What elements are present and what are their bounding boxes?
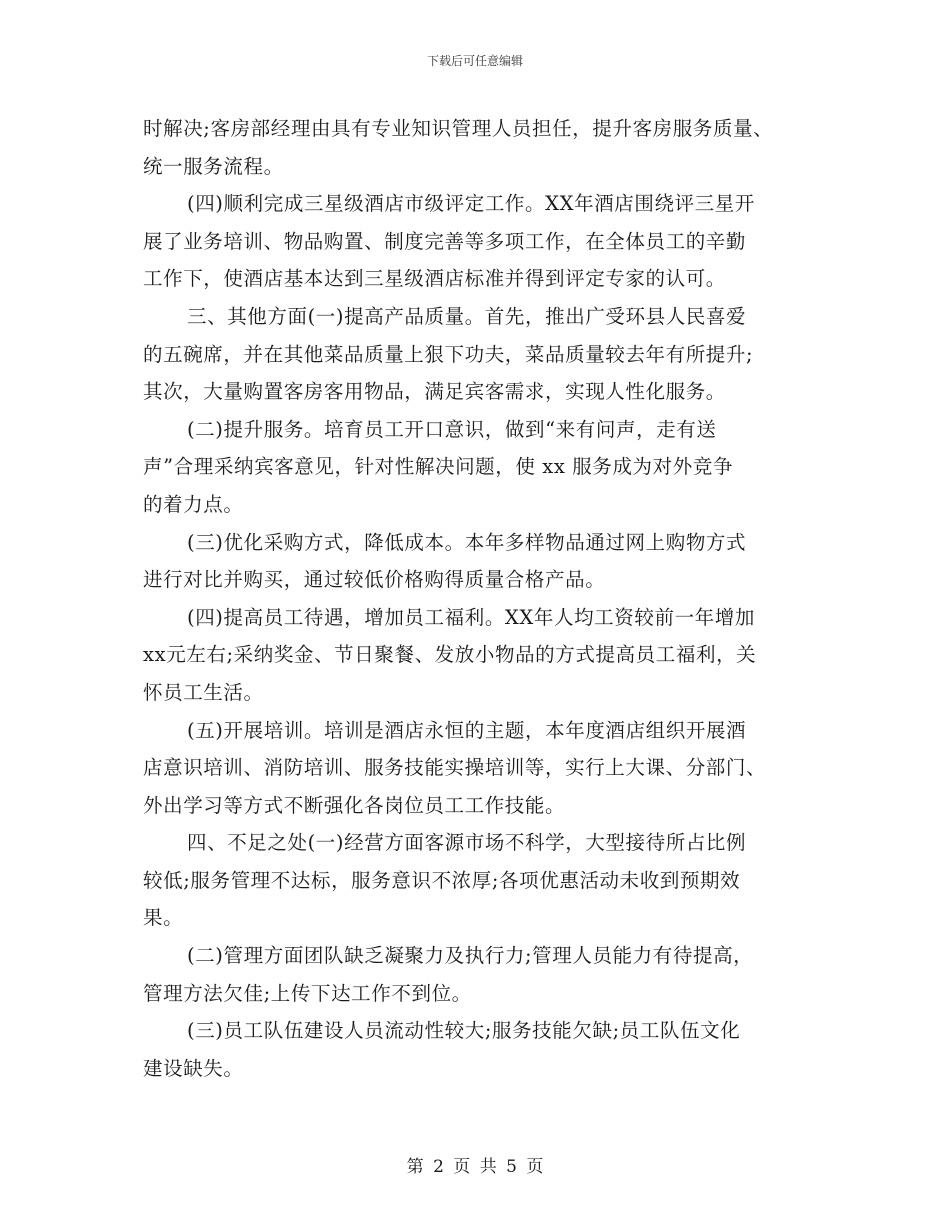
text-line: 工作下，使酒店基本达到三星级酒店标准并得到评定专家的认可。 [143, 267, 726, 291]
text-line: 店意识培训、消防培训、服务技能实操培训等，实行上大课、分部门、 [143, 756, 767, 780]
page-header: 下载后可任意编辑 [426, 54, 523, 68]
text-line: 其次，大量购置客房客用物品，满足宾客需求，实现人性化服务。 [143, 380, 726, 404]
text-line: 的着力点。 [143, 492, 244, 516]
text-line: (二)管理方面团队缺乏凝聚力及执行力;管理人员能力有待提高， [187, 944, 754, 968]
text-line: (四)提高员工待遇，增加员工福利。XX年人均工资较前一年增加 [187, 605, 755, 629]
text-line: (二)提升服务。培育员工开口意识，做到“来有问声，走有送 [187, 417, 717, 441]
text-line: 统一服务流程。 [143, 154, 284, 178]
text-line: 较低;服务管理不达标，服务意识不浓厚;各项优惠活动未收到预期效 [143, 868, 741, 892]
text-line: (三)员工队伍建设人员流动性较大;服务技能欠缺;员工队伍文化 [187, 1019, 741, 1043]
text-line: xx元左右;采纳奖金、节日聚餐、发放小物品的方式提高员工福利，关 [143, 643, 757, 667]
page-footer: 第 2 页 共 5 页 [406, 1157, 544, 1177]
text-line: (三)优化采购方式，降低成本。本年多样物品通过网上购物方式 [187, 530, 747, 554]
text-line: 外出学习等方式不断强化各岗位员工工作技能。 [143, 793, 566, 817]
text-line: 的五碗席，并在其他菜品质量上狠下功夫，菜品质量较去年有所提升; [143, 342, 754, 366]
text-line: 建设缺失。 [143, 1056, 244, 1080]
text-line: 展了业务培训、物品购置、制度完善等多项工作，在全体员工的辛勤 [143, 229, 747, 253]
text-line: (四)顺利完成三星级酒店市级评定工作。XX年酒店围绕评三星开 [187, 192, 755, 216]
text-line: 管理方法欠佳;上传下达工作不到位。 [143, 981, 472, 1005]
text-line: 四、不足之处(一)经营方面客源市场不科学，大型接待所占比例 [187, 831, 747, 855]
text-line: 时解决;客房部经理由具有专业知识管理人员担任，提升客房服务质量、 [143, 117, 774, 140]
text-line: 怀员工生活。 [143, 680, 264, 704]
text-line: 声”合理采纳宾客意见，针对性解决问题，使 xx 服务成为对外竞争 [143, 455, 734, 479]
text-line: 果。 [143, 906, 184, 930]
text-line: (五)开展培训。培训是酒店永恒的主题，本年度酒店组织开展酒 [187, 718, 747, 742]
text-line: 三、其他方面(一)提高产品质量。首先，推出广受环县人民喜爱 [187, 304, 747, 328]
document-body [143, 110, 823, 1087]
text-line: 进行对比并购买，通过较低价格购得质量合格产品。 [143, 568, 606, 592]
